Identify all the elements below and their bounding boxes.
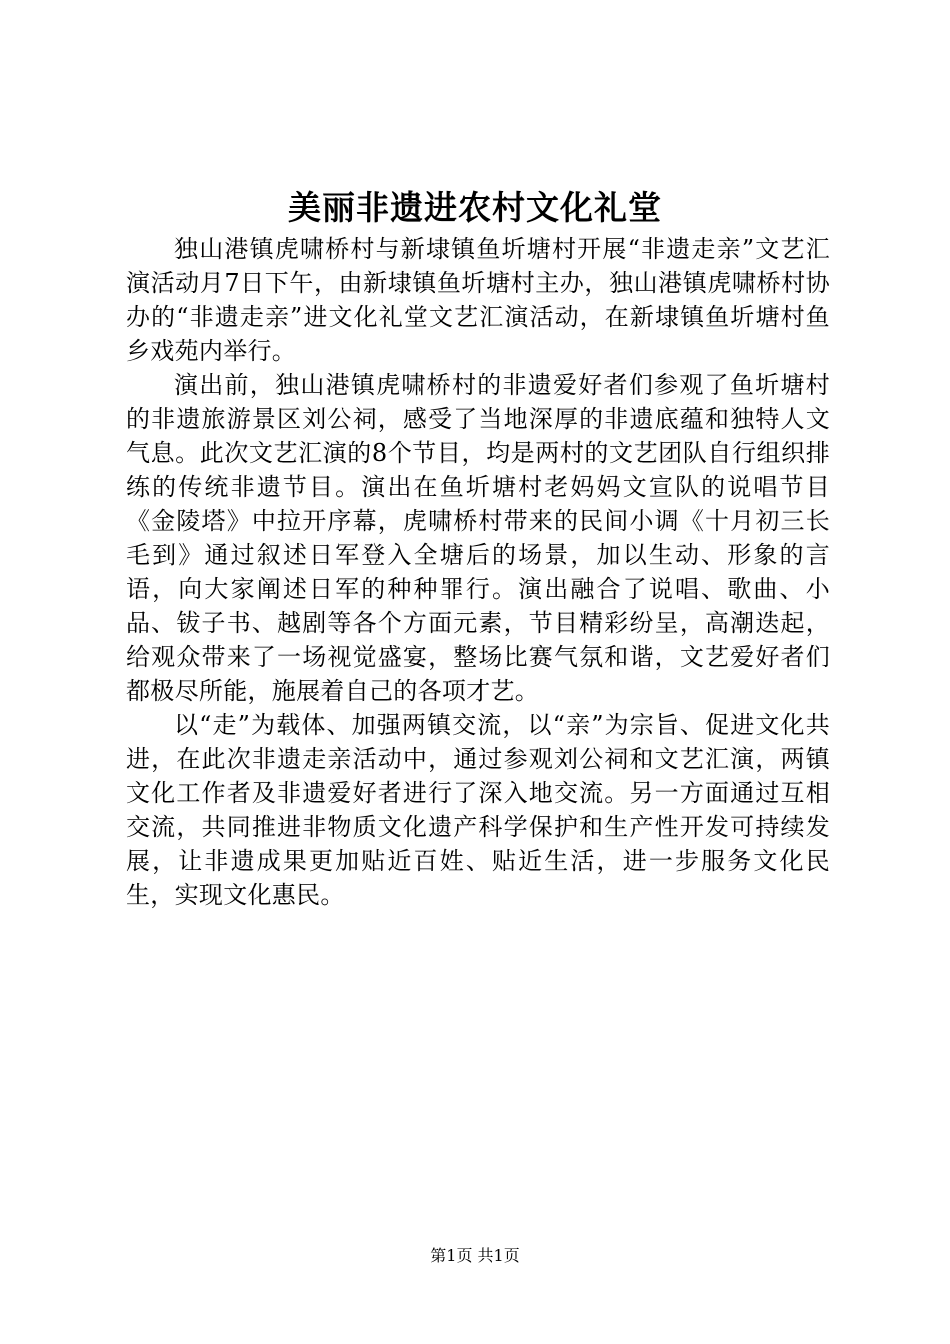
paragraph-1: 独山港镇虎啸桥村与新埭镇鱼圻塘村开展“非遗走亲”文艺汇演活动月7日下午，由新埭镇鱼圻塘村主办，独山港镇虎啸桥村协办的“非遗走亲”进文化礼堂文艺汇演活动，在新埭镇鱼圻塘村鱼乡戏苑内举行。 — [126, 235, 830, 365]
page-footer: 第1页 共1页 — [430, 1246, 520, 1265]
paragraph-2: 演出前，独山港镇虎啸桥村的非遗爱好者们参观了鱼圻塘村的非遗旅游景区刘公祠，感受了当地深厚的非遗底蕴和独特人文气息。此次文艺汇演的8个节目，均是两村的文艺团队自行组织排练的传统非遗节目。演出在鱼圻塘村老妈妈文宣队的说唱节目《金陵塔》中拉开序幕，虎啸桥村带来的民间小调《十月初三长毛到》通过叙述日军登入全塘后的场景，加以生动、形象的言语，向大家阐述日军的种种罪行。演出融合了说唱、歌曲、小品、钹子书、越剧等各个方面元素，节目精彩纷呈，高潮迭起，给观众带来了一场视觉盛宴，整场比赛气氛和谐，文艺爱好者们都极尽所能，施展着自己的各项才艺。 — [126, 371, 830, 705]
document-title: 美丽非遗进农村文化礼堂 — [288, 188, 662, 227]
document-body — [126, 232, 830, 912]
paragraph-3: 以“走”为载体、加强两镇交流，以“亲”为宗旨、促进文化共进，在此次非遗走亲活动中，通过参观刘公祠和文艺汇演，两镇文化工作者及非遗爱好者进行了深入地交流。另一方面通过互相交流，共同推进非物质文化遗产科学保护和生产性开发可持续发展，让非遗成果更加贴近百姓、贴近生活，进一步服务文化民生，实现文化惠民。 — [126, 711, 830, 909]
